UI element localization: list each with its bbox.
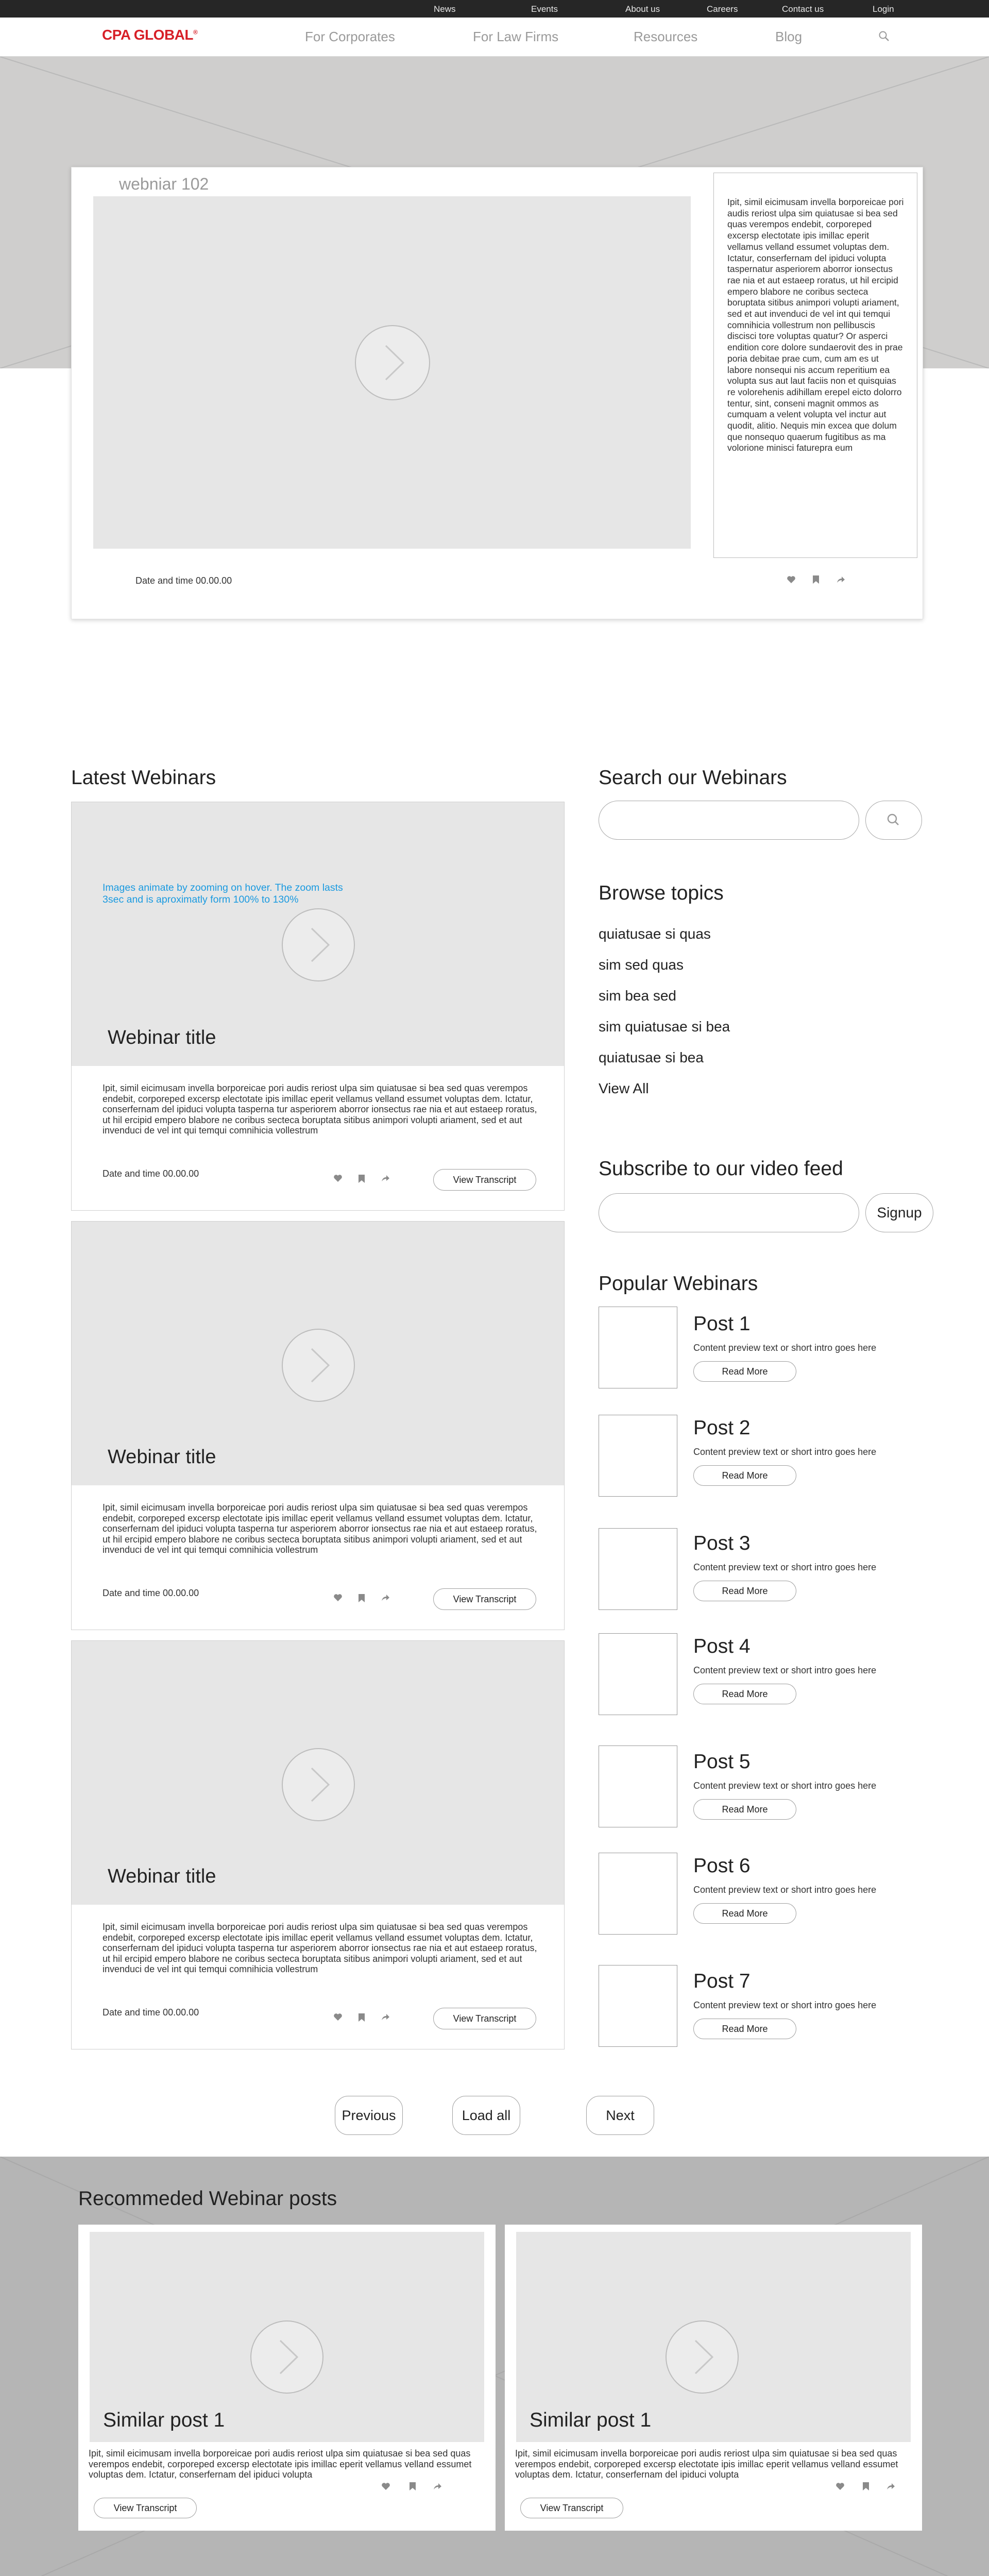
webinar-date: Date and time 00.00.00 — [103, 1588, 199, 1598]
post-title[interactable]: Post 6 — [693, 1855, 751, 1877]
hover-animation-note: Images animate by zooming on hover. The zoom lasts 3sec and is aproximatly form 100% to 130% — [103, 882, 343, 905]
post-title[interactable]: Post 5 — [693, 1751, 751, 1773]
post-preview: Content preview text or short intro goes here — [693, 1562, 877, 1572]
bookmark-icon[interactable] — [862, 2482, 869, 2491]
webinar-card[interactable] — [71, 1640, 565, 2049]
bookmark-icon[interactable] — [358, 1174, 365, 1183]
play-button[interactable] — [282, 1748, 355, 1821]
bookmark-icon[interactable] — [812, 575, 820, 584]
view-all-topics-link[interactable]: View All — [599, 1080, 649, 1096]
recommended-card[interactable] — [505, 2225, 922, 2531]
utility-link-about-us[interactable]: About us — [625, 4, 660, 14]
read-more-button[interactable]: Read More — [693, 2019, 796, 2039]
play-button[interactable] — [250, 2320, 323, 2394]
featured-video-player[interactable] — [93, 196, 691, 549]
read-more-button[interactable]: Read More — [693, 1799, 796, 1820]
play-button[interactable] — [282, 1329, 355, 1402]
share-icon[interactable] — [836, 575, 845, 584]
webinar-title[interactable]: Webinar title — [108, 1446, 216, 1468]
topic-link[interactable]: sim quiatusae si bea — [599, 1019, 730, 1035]
webinar-date: Date and time 00.00.00 — [103, 2007, 199, 2018]
webinar-date: Date and time 00.00.00 — [103, 1168, 199, 1179]
post-preview: Content preview text or short intro goes here — [693, 1447, 877, 1457]
recommended-description: Ipit, simil eicimusam invella borporeicae pori audis reriost ulpa sim quiatusae si bea sed quas verempos endebit, corporeped excersp electotate ipis imillac eperit vellamus velland essumet voluptas dem. Ictatur, conserfernam del ipiduci volupta — [515, 2448, 898, 2480]
webinar-description: Ipit, simil eicimusam invella borporeicae pori audis reriost ulpa sim quiatusae si bea sed quas verempos endebit, corporeped excersp electotate ipis imillac eperit vellamus velland essumet voluptas dem. Ictatur, conserfernam del ipiduci volupta tasperna tur asperiorem aborror ionsectus rae nia et aut estaeep roratus, ut hil ercipid empero blabore ne coribus secteca boruptata sitibus animpori volupti ariament, sed et aut invenduci de vel int qui temqui comnihicia vollestrum — [103, 1502, 537, 1555]
post-thumbnail[interactable] — [599, 1528, 677, 1610]
view-transcript-button[interactable]: View Transcript — [520, 2498, 623, 2518]
post-title[interactable]: Post 2 — [693, 1417, 751, 1439]
topic-link[interactable]: quiatusae si bea — [599, 1049, 704, 1065]
share-icon[interactable] — [381, 1174, 390, 1182]
search-webinars-heading: Search our Webinars — [599, 767, 787, 789]
read-more-button[interactable]: Read More — [693, 1465, 796, 1486]
share-icon[interactable] — [381, 1594, 390, 1602]
recommended-description: Ipit, simil eicimusam invella borporeicae pori audis reriost ulpa sim quiatusae si bea sed quas verempos endebit, corporeped excersp electotate ipis imillac eperit vellamus velland essumet voluptas dem. Ictatur, conserfernam del ipiduci volupta — [89, 2448, 472, 2480]
load-all-button[interactable]: Load all — [452, 2096, 520, 2135]
utility-link-contact-us[interactable]: Contact us — [782, 4, 824, 14]
webinar-card[interactable] — [71, 802, 565, 1211]
view-transcript-button[interactable]: View Transcript — [433, 1588, 536, 1610]
featured-webinar-title: webniar 102 — [119, 175, 209, 193]
post-thumbnail[interactable] — [599, 1853, 677, 1935]
recommended-title[interactable]: Similar post 1 — [530, 2409, 652, 2431]
search-button[interactable] — [865, 801, 922, 840]
post-preview: Content preview text or short intro goes here — [693, 1885, 877, 1895]
topic-link[interactable]: sim sed quas — [599, 957, 684, 973]
read-more-button[interactable]: Read More — [693, 1581, 796, 1601]
search-icon[interactable] — [878, 30, 890, 42]
utility-link-careers[interactable]: Careers — [707, 4, 738, 14]
nav-item-resources[interactable]: Resources — [634, 29, 698, 44]
play-button[interactable] — [282, 908, 355, 981]
subscribe-heading: Subscribe to our video feed — [599, 1158, 843, 1180]
search-input[interactable] — [599, 801, 859, 840]
like-icon[interactable] — [787, 575, 796, 584]
utility-link-login[interactable]: Login — [873, 4, 894, 14]
nav-item-for-law-firms[interactable]: For Law Firms — [473, 29, 559, 44]
post-preview: Content preview text or short intro goes here — [693, 1781, 877, 1791]
recommended-card[interactable] — [78, 2225, 496, 2531]
featured-webinar-card — [71, 167, 923, 619]
share-icon[interactable] — [433, 2482, 442, 2490]
latest-webinars-heading: Latest Webinars — [71, 767, 216, 789]
like-icon[interactable] — [835, 2482, 845, 2490]
post-thumbnail[interactable] — [599, 1745, 677, 1827]
share-icon[interactable] — [886, 2482, 895, 2490]
post-thumbnail[interactable] — [599, 1307, 677, 1388]
share-icon[interactable] — [381, 2013, 390, 2021]
like-icon[interactable] — [333, 2013, 343, 2021]
next-page-button[interactable]: Next — [586, 2096, 654, 2135]
post-title[interactable]: Post 1 — [693, 1313, 751, 1335]
post-preview: Content preview text or short intro goes here — [693, 2000, 877, 2010]
webinar-title[interactable]: Webinar title — [108, 1866, 216, 1887]
post-thumbnail[interactable] — [599, 1633, 677, 1715]
featured-webinar-description: Ipit, simil eicimusam invella borporeicae pori audis reriost ulpa sim quiatusae si bea sed quas verempos endebit, corporeped excersp electotate ipis imillac eperit vellamus velland essumet voluptas dem. Ictatur, conserfernam del ipiduci volupta taspernatur asperiorem aborror ionsectus rae nia et aut estaeep roratus, ut hil ercipid empero blabore ne coribus secteca boruptata sitibus animpori volupti ariament, sed et aut invenduci de vel int qui temqui comnihicia vollestrum non pellibuscis discisci tore voluptas quatur? Or asperci endition core dolore sundaerovit des in prae poria debitae prae cum, cum am es ut labore nonsequi nis accum reperitium ea volupta sus aut laut faciis non et quisquias re volorehenis adihillam erepel eicto dolorro tentur, sint, conseni magnit ommos as cumquam a velent volupta vel inctur aut quodit, alitio. Nequis min excea que dolum que nonsequo quaerum fugitibus as ma volorione minisci faturepra eum — [713, 173, 917, 558]
view-transcript-button[interactable]: View Transcript — [94, 2498, 197, 2518]
utility-bar — [0, 0, 989, 18]
read-more-button[interactable]: Read More — [693, 1684, 796, 1704]
post-title[interactable]: Post 3 — [693, 1532, 751, 1554]
utility-link-news[interactable]: News — [434, 4, 456, 14]
like-icon[interactable] — [333, 1594, 343, 1602]
like-icon[interactable] — [381, 2482, 390, 2490]
featured-webinar-date: Date and time 00.00.00 — [135, 575, 232, 586]
post-preview: Content preview text or short intro goes here — [693, 1665, 877, 1675]
browse-topics-heading: Browse topics — [599, 882, 724, 904]
recommended-title[interactable]: Similar post 1 — [103, 2409, 225, 2431]
recommended-heading: Recommeded Webinar posts — [78, 2188, 337, 2210]
webinar-card[interactable] — [71, 1221, 565, 1630]
webinar-description: Ipit, simil eicimusam invella borporeicae pori audis reriost ulpa sim quiatusae si bea sed quas verempos endebit, corporeped excersp electotate ipis imillac eperit vellamus velland essumet voluptas dem. Ictatur, conserfernam del ipiduci volupta tasperna tur asperiorem aborror ionsectus rae nia et aut estaeep roratus, ut hil ercipid empero blabore ne coribus secteca boruptata sitibus animpori volupti ariament, sed et aut invenduci de vel int qui temqui comnihicia vollestrum — [103, 1922, 537, 1974]
view-transcript-button[interactable]: View Transcript — [433, 1169, 536, 1191]
post-preview: Content preview text or short intro goes here — [693, 1343, 877, 1353]
topic-link[interactable]: quiatusae si quas — [599, 926, 711, 942]
bookmark-icon[interactable] — [358, 1594, 365, 1603]
like-icon[interactable] — [333, 1174, 343, 1182]
utility-link-events[interactable]: Events — [531, 4, 558, 14]
play-button[interactable] — [355, 325, 430, 400]
play-button[interactable] — [666, 2320, 739, 2394]
bookmark-icon[interactable] — [358, 2013, 365, 2022]
bookmark-icon[interactable] — [409, 2482, 416, 2491]
nav-item-for-corporates[interactable]: For Corporates — [305, 29, 395, 44]
read-more-button[interactable]: Read More — [693, 1903, 796, 1924]
previous-page-button[interactable]: Previous — [335, 2096, 403, 2135]
cpa-global-logo[interactable]: CPA GLOBAL® — [102, 27, 198, 43]
read-more-button[interactable]: Read More — [693, 1361, 796, 1382]
post-thumbnail[interactable] — [599, 1965, 677, 2047]
webinar-title[interactable]: Webinar title — [108, 1027, 216, 1048]
subscribe-email-input[interactable] — [599, 1193, 859, 1232]
topic-link[interactable]: sim bea sed — [599, 988, 676, 1004]
signup-button[interactable]: Signup — [865, 1193, 933, 1232]
post-title[interactable]: Post 7 — [693, 1970, 751, 1992]
view-transcript-button[interactable]: View Transcript — [433, 2008, 536, 2029]
post-title[interactable]: Post 4 — [693, 1635, 751, 1657]
nav-item-blog[interactable]: Blog — [775, 29, 803, 44]
popular-webinars-heading: Popular Webinars — [599, 1273, 758, 1295]
webinar-description: Ipit, simil eicimusam invella borporeicae pori audis reriost ulpa sim quiatusae si bea sed quas verempos endebit, corporeped excersp electotate ipis imillac eperit vellamus velland essumet voluptas dem. Ictatur, conserfernam del ipiduci volupta tasperna tur asperiorem aborror ionsectus rae nia et aut estaeep roratus, ut hil ercipid empero blabore ne coribus secteca boruptata sitibus animpori volupti ariament, sed et aut invenduci de vel int qui temqui comnihicia vollestrum — [103, 1083, 537, 1136]
post-thumbnail[interactable] — [599, 1415, 677, 1497]
